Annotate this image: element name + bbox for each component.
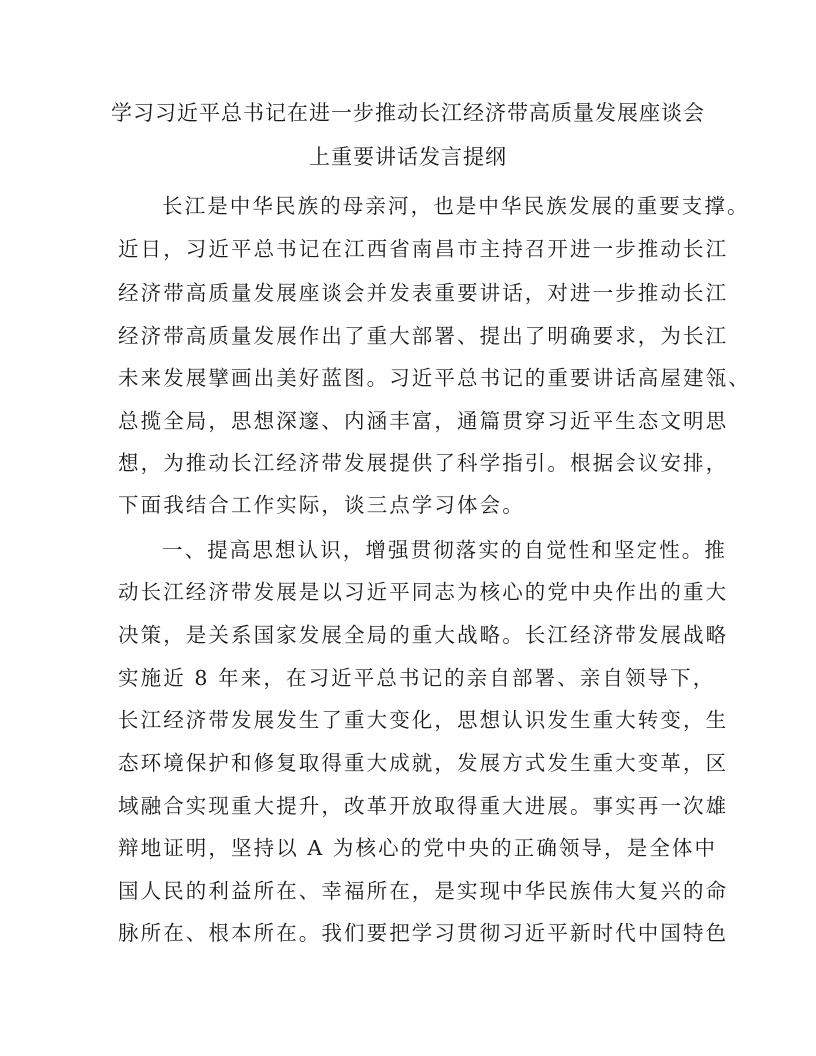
paragraph-2-line: 国人民的利益所在、幸福所在，是实现中华民族伟大复兴的命 xyxy=(118,879,729,903)
paragraph-2-line: 域融合实现重大提升，改革开放取得重大进展。事实再一次雄 xyxy=(118,794,729,818)
paragraph-2-line: 长江经济带发展发生了重大变化，思想认识发生重大转变，生 xyxy=(118,708,729,732)
paragraph-2-line: 决策，是关系国家发展全局的重大战略。长江经济带发展战略 xyxy=(118,623,729,647)
paragraph-1-line: 想，为推动长江经济带发展提供了科学指引。根据会议安排， xyxy=(118,451,729,475)
paragraph-1-line: 未来发展擘画出美好蓝图。习近平总书记的重要讲话高屋建瓴、 xyxy=(118,366,751,390)
paragraph-1-line: 经济带高质量发展座谈会并发表重要讲话，对进一步推动长江 xyxy=(118,281,729,305)
paragraph-2-line: 辩地证明，坚持以 A 为核心的党中央的正确领导，是全体中 xyxy=(118,836,718,860)
paragraph-1-line: 经济带高质量发展作出了重大部署、提出了明确要求，为长江 xyxy=(118,324,729,348)
paragraph-1-line: 近日，习近平总书记在江西省南昌市主持召开进一步推动长江 xyxy=(118,237,729,261)
paragraph-1-line: 长江是中华民族的母亲河，也是中华民族发展的重要支撑。 xyxy=(162,194,750,218)
paragraph-2-line: 一、提高思想认识，增强贯彻落实的自觉性和坚定性。推 xyxy=(162,538,727,562)
document-title-line-1: 学习习近平总书记在进一步推动长江经济带高质量发展座谈会 xyxy=(111,101,705,125)
document-title-line-2: 上重要讲话发言提纲 xyxy=(309,145,507,169)
paragraph-2-line: 脉所在、根本所在。我们要把学习贯彻习近平新时代中国特色 xyxy=(118,921,729,945)
paragraph-2-line: 动长江经济带发展是以习近平同志为核心的党中央作出的重大 xyxy=(118,580,729,604)
paragraph-2-line: 实施近 8 年来，在习近平总书记的亲自部署、亲自领导下， xyxy=(118,666,716,690)
paragraph-2-line: 态环境保护和修复取得重大成就，发展方式发生重大变革，区 xyxy=(118,751,729,775)
paragraph-1-line: 总揽全局，思想深邃、内涵丰富，通篇贯穿习近平生态文明思 xyxy=(118,409,729,433)
paragraph-1-line: 下面我结合工作实际，谈三点学习体会。 xyxy=(118,493,525,517)
